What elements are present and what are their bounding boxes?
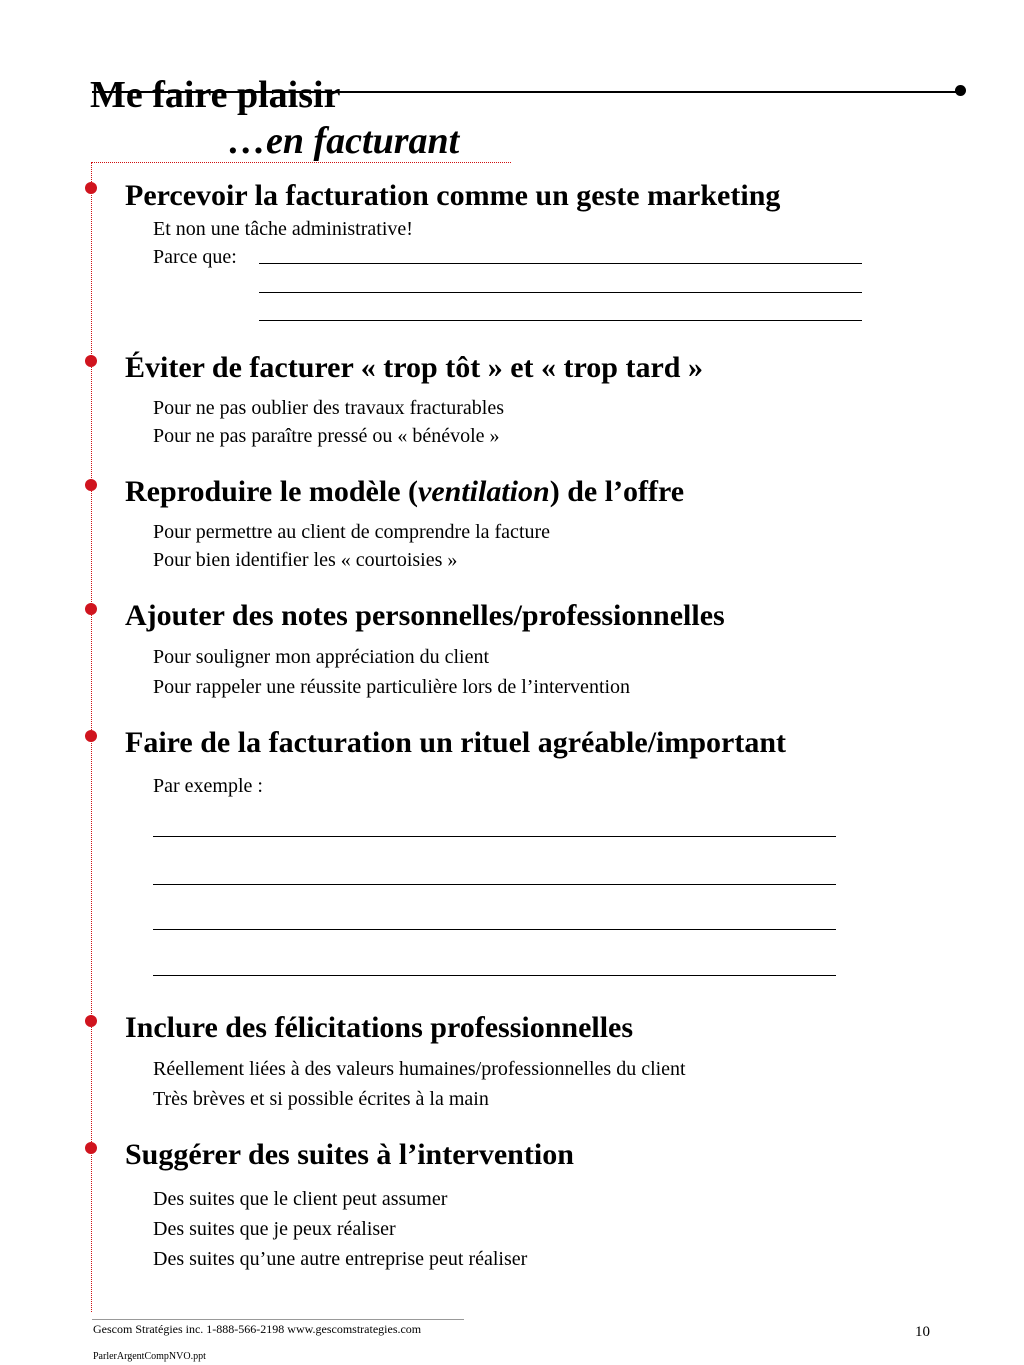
page-subtitle: …en facturant <box>228 120 460 162</box>
section-heading: Suggérer des suites à l’intervention <box>125 1138 574 1171</box>
section-line: Des suites que le client peut assumer <box>153 1188 448 1210</box>
section-heading <box>125 477 684 507</box>
bullet-dot <box>85 182 97 194</box>
fill-in-blank-line <box>259 320 862 321</box>
heading-text: ) de l’offre <box>549 475 685 508</box>
fill-in-blank-line <box>153 929 836 930</box>
section-line: Pour souligner mon appréciation du client <box>153 646 490 668</box>
section-heading: Faire de la facturation un rituel agréable/important <box>125 726 787 759</box>
section-line: Des suites que je peux réaliser <box>153 1218 396 1240</box>
section-heading: Percevoir la facturation comme un geste marketing <box>125 179 781 212</box>
page-number: 10 <box>915 1324 930 1340</box>
section-line: Parce que: <box>153 246 237 268</box>
section-line: Pour rappeler une réussite particulière lors de l’intervention <box>153 676 631 698</box>
fill-in-blank-line <box>153 836 836 837</box>
bullet-dot <box>85 603 97 615</box>
section-heading: Éviter de facturer « trop tôt » et « trop tard » <box>125 351 703 384</box>
bullet-dot <box>85 479 97 491</box>
title-rule-end-dot <box>955 85 966 96</box>
section-line: Des suites qu’une autre entreprise peut réaliser <box>153 1248 528 1270</box>
section-line: Pour ne pas paraître pressé ou « bénévole » <box>153 425 500 447</box>
footer-company: Gescom Stratégies inc. 1-888-566-2198 www.gescomstrategies.com <box>93 1322 422 1336</box>
footer-filename: ParlerArgentCompNVO.ppt <box>93 1351 206 1362</box>
dotted-rule-horizontal <box>91 162 511 163</box>
section-line: Et non une tâche administrative! <box>153 218 413 240</box>
section-line: Très brèves et si possible écrites à la main <box>153 1088 489 1110</box>
footer-rule <box>92 1319 464 1320</box>
fill-in-blank-line <box>259 263 862 264</box>
page-title: Me faire plaisir <box>90 74 341 116</box>
bullet-dot <box>85 730 97 742</box>
fill-in-blank-line <box>259 292 862 293</box>
bullet-dot <box>85 1142 97 1154</box>
section-line: Par exemple : <box>153 775 263 797</box>
section-line: Réellement liées à des valeurs humaines/professionnelles du client <box>153 1058 686 1080</box>
heading-italic-text: ventilation <box>418 475 550 508</box>
section-line: Pour bien identifier les « courtoisies » <box>153 549 458 571</box>
bullet-dot <box>85 1015 97 1027</box>
fill-in-blank-line <box>153 975 836 976</box>
section-heading: Ajouter des notes personnelles/professionnelles <box>125 599 725 632</box>
section-line: Pour ne pas oublier des travaux fracturables <box>153 397 504 419</box>
heading-text: Reproduire le modèle ( <box>125 475 419 508</box>
bullet-dot <box>85 355 97 367</box>
section-line: Pour permettre au client de comprendre la facture <box>153 521 551 543</box>
section-heading: Inclure des félicitations professionnelles <box>125 1011 634 1044</box>
fill-in-blank-line <box>153 884 836 885</box>
